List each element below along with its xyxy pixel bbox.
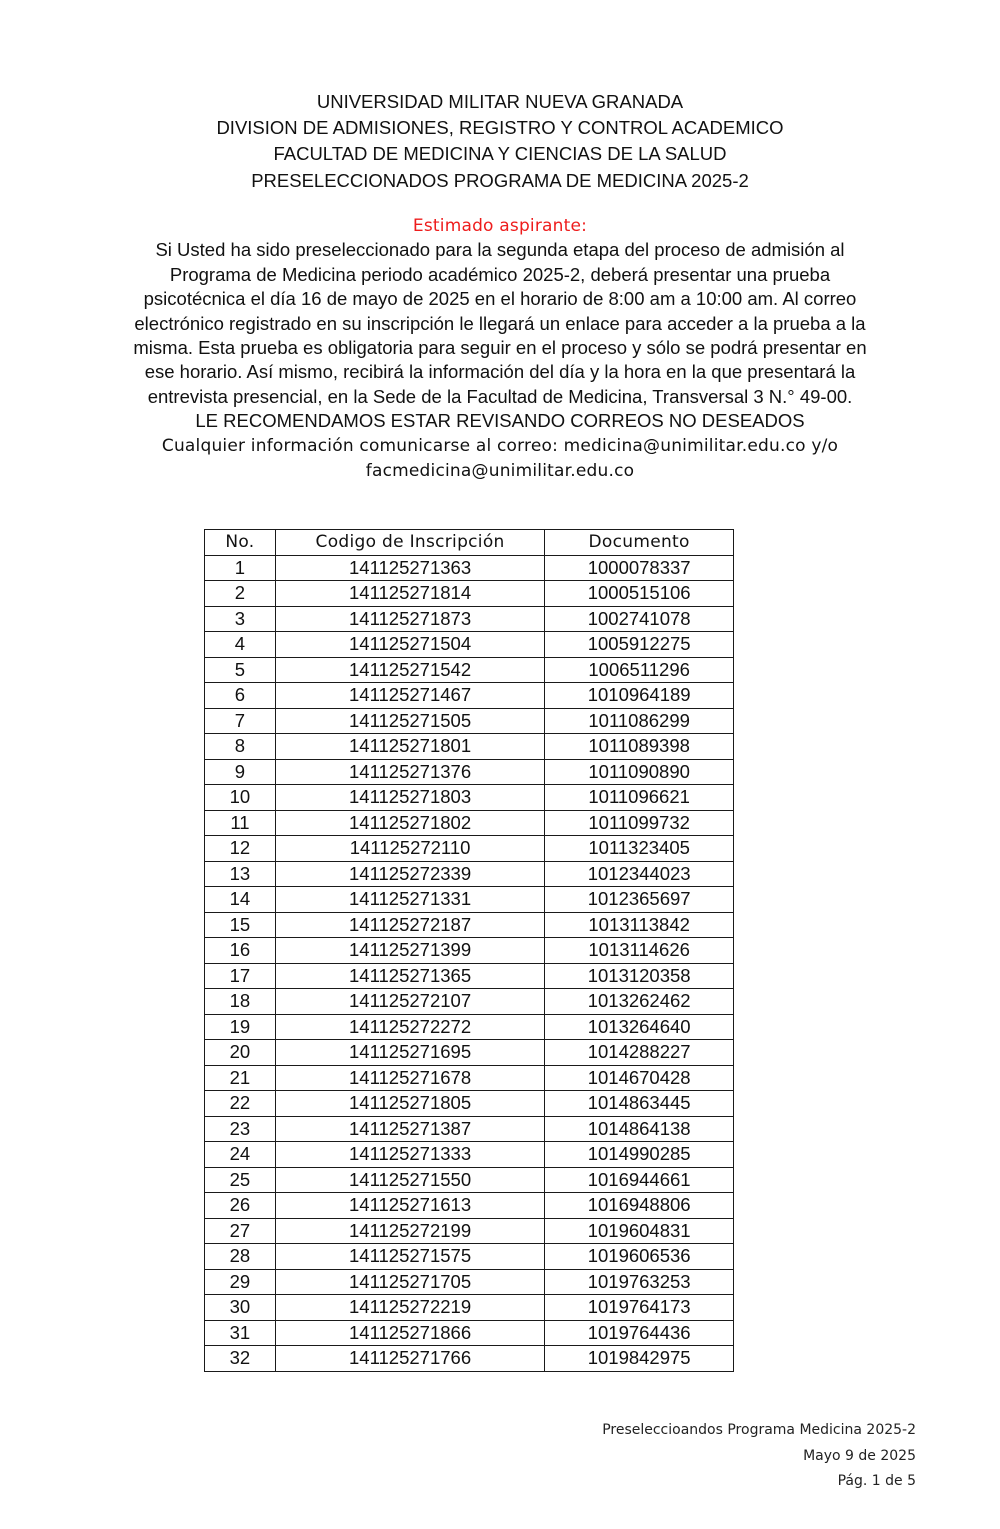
table-row	[205, 708, 734, 734]
cell-number: 18	[205, 989, 276, 1015]
cell-document: 1019764173	[545, 1295, 734, 1321]
cell-document: 1016948806	[545, 1193, 734, 1219]
table-row	[205, 963, 734, 989]
footer-date: Mayo 9 de 2025	[803, 1447, 916, 1464]
document-header	[0, 89, 1000, 194]
cell-number: 15	[205, 912, 276, 938]
page-number: Pág. 1 de 5	[837, 1473, 916, 1489]
cell-document: 1013120358	[545, 963, 734, 989]
cell-number: 3	[205, 606, 276, 632]
contact-line: Cualquier información comunicarse al correo: medicina@unimilitar.edu.co y/o	[161, 435, 839, 456]
document-title: PRESELECCIONADOS PROGRAMA DE MEDICINA 2025-2	[251, 169, 749, 191]
table-row	[205, 887, 734, 913]
cell-registration-code: 141125271550	[275, 1167, 544, 1193]
cell-number: 1	[205, 555, 276, 581]
contact-email: facmedicina@unimilitar.edu.co	[365, 460, 635, 481]
table-row	[205, 1193, 734, 1219]
cell-number: 21	[205, 1065, 276, 1091]
cell-registration-code: 141125271678	[275, 1065, 544, 1091]
cell-registration-code: 141125271504	[275, 632, 544, 658]
cell-registration-code: 141125271801	[275, 734, 544, 760]
cell-number: 19	[205, 1014, 276, 1040]
cell-number: 24	[205, 1142, 276, 1168]
table-row	[205, 1142, 734, 1168]
cell-registration-code: 141125271376	[275, 759, 544, 785]
table-row	[205, 555, 734, 581]
table-row	[205, 734, 734, 760]
cell-registration-code: 141125271399	[275, 938, 544, 964]
table-row	[205, 1040, 734, 1066]
cell-registration-code: 141125272187	[275, 912, 544, 938]
cell-number: 26	[205, 1193, 276, 1219]
cell-number: 27	[205, 1218, 276, 1244]
cell-number: 12	[205, 836, 276, 862]
cell-document: 1011323405	[545, 836, 734, 862]
cell-document: 1011096621	[545, 785, 734, 811]
table-row	[205, 1320, 734, 1346]
table-row	[205, 581, 734, 607]
cell-number: 28	[205, 1244, 276, 1270]
cell-number: 31	[205, 1320, 276, 1346]
cell-number: 29	[205, 1269, 276, 1295]
cell-document: 1011089398	[545, 734, 734, 760]
cell-registration-code: 141125271387	[275, 1116, 544, 1142]
column-header-registration-code: Codigo de Inscripción	[275, 530, 544, 556]
cell-document: 1013113842	[545, 912, 734, 938]
table-row	[205, 938, 734, 964]
table-row	[205, 836, 734, 862]
notice-line: Si Usted ha sido preseleccionado para la segunda etapa del proceso de admisión al	[155, 239, 845, 261]
cell-document: 1014864138	[545, 1116, 734, 1142]
cell-registration-code: 141125272272	[275, 1014, 544, 1040]
cell-number: 25	[205, 1167, 276, 1193]
cell-document: 1000515106	[545, 581, 734, 607]
column-header-number: No.	[205, 530, 276, 556]
cell-registration-code: 141125271613	[275, 1193, 544, 1219]
table-row	[205, 1091, 734, 1117]
notice-line: Programa de Medicina periodo académico 2025-2, deberá presentar una prueba	[169, 263, 831, 285]
cell-number: 7	[205, 708, 276, 734]
cell-registration-code: 141125271814	[275, 581, 544, 607]
cell-registration-code: 141125271805	[275, 1091, 544, 1117]
cell-number: 14	[205, 887, 276, 913]
preselected-table	[204, 529, 734, 1372]
cell-document: 1019764436	[545, 1320, 734, 1346]
cell-document: 1012344023	[545, 861, 734, 887]
cell-number: 9	[205, 759, 276, 785]
table-row	[205, 1244, 734, 1270]
cell-registration-code: 141125271542	[275, 657, 544, 683]
cell-document: 1019842975	[545, 1346, 734, 1372]
table-row	[205, 989, 734, 1015]
cell-number: 8	[205, 734, 276, 760]
cell-document: 1012365697	[545, 887, 734, 913]
cell-document: 1000078337	[545, 555, 734, 581]
cell-registration-code: 141125272199	[275, 1218, 544, 1244]
cell-registration-code: 141125271575	[275, 1244, 544, 1270]
table-row	[205, 1167, 734, 1193]
column-header-document: Documento	[545, 530, 734, 556]
notice-section	[90, 214, 910, 484]
cell-document: 1002741078	[545, 606, 734, 632]
notice-line: entrevista presencial, en la Sede de la Facultad de Medicina, Transversal 3 N.° 49-00.	[147, 385, 853, 407]
cell-registration-code: 141125271866	[275, 1320, 544, 1346]
cell-number: 20	[205, 1040, 276, 1066]
cell-document: 1011086299	[545, 708, 734, 734]
table-row	[205, 683, 734, 709]
cell-registration-code: 141125271802	[275, 810, 544, 836]
table-header-row	[205, 530, 734, 556]
table-row	[205, 1218, 734, 1244]
cell-number: 22	[205, 1091, 276, 1117]
table-row	[205, 1295, 734, 1321]
cell-number: 23	[205, 1116, 276, 1142]
notice-line: electrónico registrado en su inscripción le llegará un enlace para acceder a la prueba a la	[134, 312, 866, 334]
cell-registration-code: 141125271505	[275, 708, 544, 734]
table-row	[205, 657, 734, 683]
table-row	[205, 1014, 734, 1040]
cell-document: 1005912275	[545, 632, 734, 658]
table-row	[205, 785, 734, 811]
cell-registration-code: 141125271467	[275, 683, 544, 709]
cell-document: 1014670428	[545, 1065, 734, 1091]
cell-document: 1011090890	[545, 759, 734, 785]
university-name: UNIVERSIDAD MILITAR NUEVA GRANADA	[316, 91, 684, 112]
cell-document: 1006511296	[545, 657, 734, 683]
cell-document: 1011099732	[545, 810, 734, 836]
cell-number: 16	[205, 938, 276, 964]
table-row	[205, 861, 734, 887]
table-row	[205, 1346, 734, 1372]
cell-document: 1019604831	[545, 1218, 734, 1244]
table-row	[205, 1269, 734, 1295]
cell-number: 11	[205, 810, 276, 836]
cell-number: 10	[205, 785, 276, 811]
cell-number: 5	[205, 657, 276, 683]
cell-document: 1016944661	[545, 1167, 734, 1193]
cell-registration-code: 141125272219	[275, 1295, 544, 1321]
table-row	[205, 912, 734, 938]
cell-document: 1013114626	[545, 938, 734, 964]
notice-greeting: Estimado aspirante:	[412, 216, 588, 236]
cell-document: 1014863445	[545, 1091, 734, 1117]
table-row	[205, 759, 734, 785]
cell-registration-code: 141125271705	[275, 1269, 544, 1295]
cell-registration-code: 141125272110	[275, 836, 544, 862]
cell-registration-code: 141125271331	[275, 887, 544, 913]
cell-document: 1013264640	[545, 1014, 734, 1040]
cell-registration-code: 141125271803	[275, 785, 544, 811]
cell-number: 30	[205, 1295, 276, 1321]
table-row	[205, 810, 734, 836]
cell-registration-code: 141125271873	[275, 606, 544, 632]
notice-line: psicotécnica el día 16 de mayo de 2025 en el horario de 8:00 am a 10:00 am. Al correo	[143, 288, 857, 310]
table-row	[205, 632, 734, 658]
notice-warning: LE RECOMENDAMOS ESTAR REVISANDO CORREOS NO DESEADOS	[195, 410, 805, 432]
notice-line: ese horario. Así mismo, recibirá la información del día y la hora en la que presentará la	[144, 361, 856, 383]
division-name: DIVISION DE ADMISIONES, REGISTRO Y CONTROL ACADEMICO	[216, 117, 784, 139]
cell-document: 1013262462	[545, 989, 734, 1015]
cell-number: 6	[205, 683, 276, 709]
table-row	[205, 1065, 734, 1091]
table-body	[205, 555, 734, 1371]
cell-registration-code: 141125272339	[275, 861, 544, 887]
table-row	[205, 1116, 734, 1142]
cell-document: 1019606536	[545, 1244, 734, 1270]
footer-title: Preseleccioandos Programa Medicina 2025-2	[602, 1422, 916, 1438]
notice-line: misma. Esta prueba es obligatoria para seguir en el proceso y sólo se podrá presentar en	[133, 337, 867, 359]
cell-document: 1014990285	[545, 1142, 734, 1168]
cell-number: 13	[205, 861, 276, 887]
cell-number: 2	[205, 581, 276, 607]
cell-document: 1019763253	[545, 1269, 734, 1295]
cell-number: 17	[205, 963, 276, 989]
cell-number: 4	[205, 632, 276, 658]
faculty-name: FACULTAD DE MEDICINA Y CIENCIAS DE LA SALUD	[273, 143, 727, 165]
table-row	[205, 606, 734, 632]
page-footer	[602, 1418, 916, 1495]
cell-registration-code: 141125271363	[275, 555, 544, 581]
cell-registration-code: 141125272107	[275, 989, 544, 1015]
cell-registration-code: 141125271365	[275, 963, 544, 989]
cell-number: 32	[205, 1346, 276, 1372]
cell-registration-code: 141125271766	[275, 1346, 544, 1372]
cell-document: 1014288227	[545, 1040, 734, 1066]
cell-registration-code: 141125271333	[275, 1142, 544, 1168]
cell-document: 1010964189	[545, 683, 734, 709]
cell-registration-code: 141125271695	[275, 1040, 544, 1066]
